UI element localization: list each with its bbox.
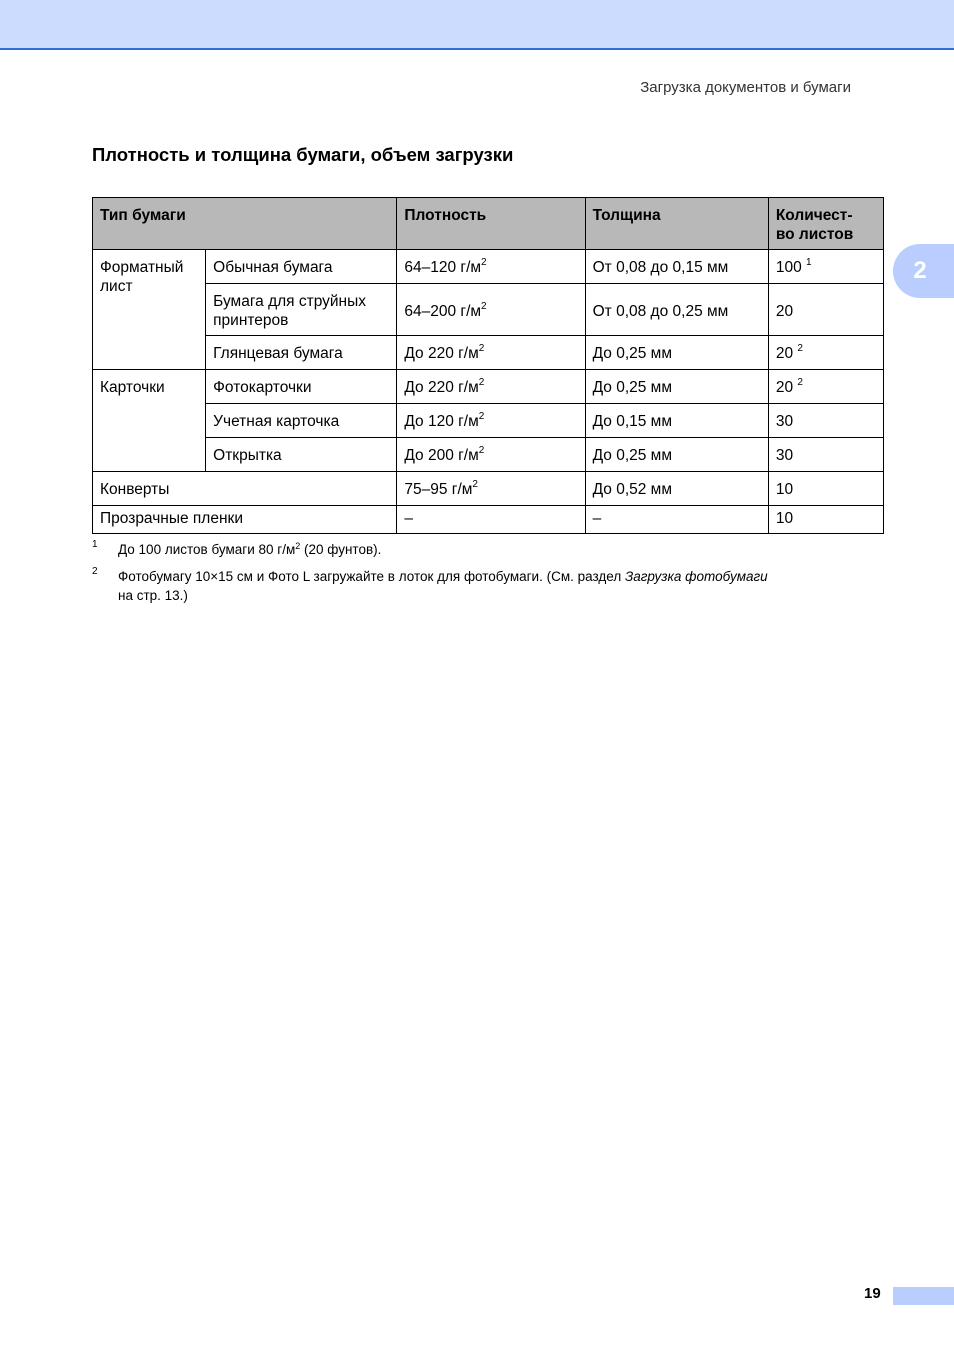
- group-cell-cards: Карточки: [93, 370, 206, 472]
- subtype-cell: Учетная карточка: [206, 404, 397, 438]
- count-cell: 100 $^1$: [768, 250, 883, 284]
- count-cell: 20 $^2$: [768, 336, 883, 370]
- page-bar: [893, 1287, 954, 1305]
- table-row: [93, 284, 884, 336]
- paper-spec-table: [92, 197, 884, 534]
- footnote-mark: 2: [92, 566, 98, 577]
- weight-cell: 75–95 $г/м^2$: [397, 472, 585, 506]
- weight-cell: До 220 $г/м^2$: [397, 336, 585, 370]
- count-cell: 30: [768, 404, 883, 438]
- type-cell: Конверты: [93, 472, 397, 506]
- thickness-cell: До 0,52 мм: [585, 472, 768, 506]
- table-row: [93, 404, 884, 438]
- table-row: [93, 250, 884, 284]
- table-row: [93, 506, 884, 534]
- thickness-cell: До 0,25 мм: [585, 336, 768, 370]
- weight-cell: 64–120 $г/м^2$: [397, 250, 585, 284]
- weight-cell: –: [397, 506, 585, 534]
- weight-cell: До 220 $г/м^2$: [397, 370, 585, 404]
- thickness-cell: От 0,08 до 0,15 мм: [585, 250, 768, 284]
- subtype-cell: Бумага для струйных принтеров: [206, 284, 397, 336]
- thickness-cell: От 0,08 до 0,25 мм: [585, 284, 768, 336]
- table-row: [93, 370, 884, 404]
- table-row: [93, 472, 884, 506]
- column-header-type: Тип бумаги: [93, 198, 397, 250]
- table-row: [93, 438, 884, 472]
- thickness-cell: До 0,25 мм: [585, 438, 768, 472]
- page-number: 19: [864, 1285, 881, 1302]
- chapter-number: 2: [913, 257, 927, 284]
- count-cell: 10: [768, 472, 883, 506]
- count-cell: 20 $^2$: [768, 370, 883, 404]
- weight-cell: До 200 $г/м^2$: [397, 438, 585, 472]
- count-cell: 20: [768, 284, 883, 336]
- count-cell: 10: [768, 506, 883, 534]
- thickness-cell: –: [585, 506, 768, 534]
- table-header-row: [93, 198, 884, 250]
- subtype-cell: Фотокарточки: [206, 370, 397, 404]
- weight-cell: До 120 $г/м^2$: [397, 404, 585, 438]
- column-header-count-line2: во листов: [775, 226, 854, 243]
- column-header-weight: Плотность: [397, 198, 585, 250]
- chapter-tab: [893, 244, 954, 298]
- column-header-count-line1: Количест-: [775, 207, 853, 224]
- footnote-1: [92, 540, 848, 559]
- column-header-count: [768, 198, 883, 250]
- cross-reference-link[interactable]: Загрузка фотобумаги: [624, 569, 768, 584]
- weight-cell: 64–200 $г/м^2$: [397, 284, 585, 336]
- subtype-cell: Обычная бумага: [206, 250, 397, 284]
- thickness-cell: До 0,15 мм: [585, 404, 768, 438]
- group-cell-sheet: Форматный лист: [93, 250, 206, 370]
- count-cell: 30: [768, 438, 883, 472]
- subtype-cell: Открытка: [206, 438, 397, 472]
- footnote-text: До 100 листов бумаги 80 $г/м^2$ (20 фунтов).: [118, 541, 382, 557]
- footnote-mark: 1: [92, 539, 98, 550]
- table-row: [93, 336, 884, 370]
- type-cell: Прозрачные пленки: [93, 506, 397, 534]
- column-header-thickness: Толщина: [585, 198, 768, 250]
- footnote-2: [92, 567, 848, 605]
- running-header: Загрузка документов и бумаги: [640, 79, 851, 96]
- footnote-text: Фотобумагу 10×15 см и Фото L загружайте в лоток для фотобумаги. (См. раздел Загрузка фотобумаги на стр. 13.): [118, 569, 768, 603]
- thickness-cell: До 0,25 мм: [585, 370, 768, 404]
- section-title: Плотность и толщина бумаги, объем загрузки: [92, 144, 514, 165]
- header-band: [0, 0, 954, 50]
- subtype-cell: Глянцевая бумага: [206, 336, 397, 370]
